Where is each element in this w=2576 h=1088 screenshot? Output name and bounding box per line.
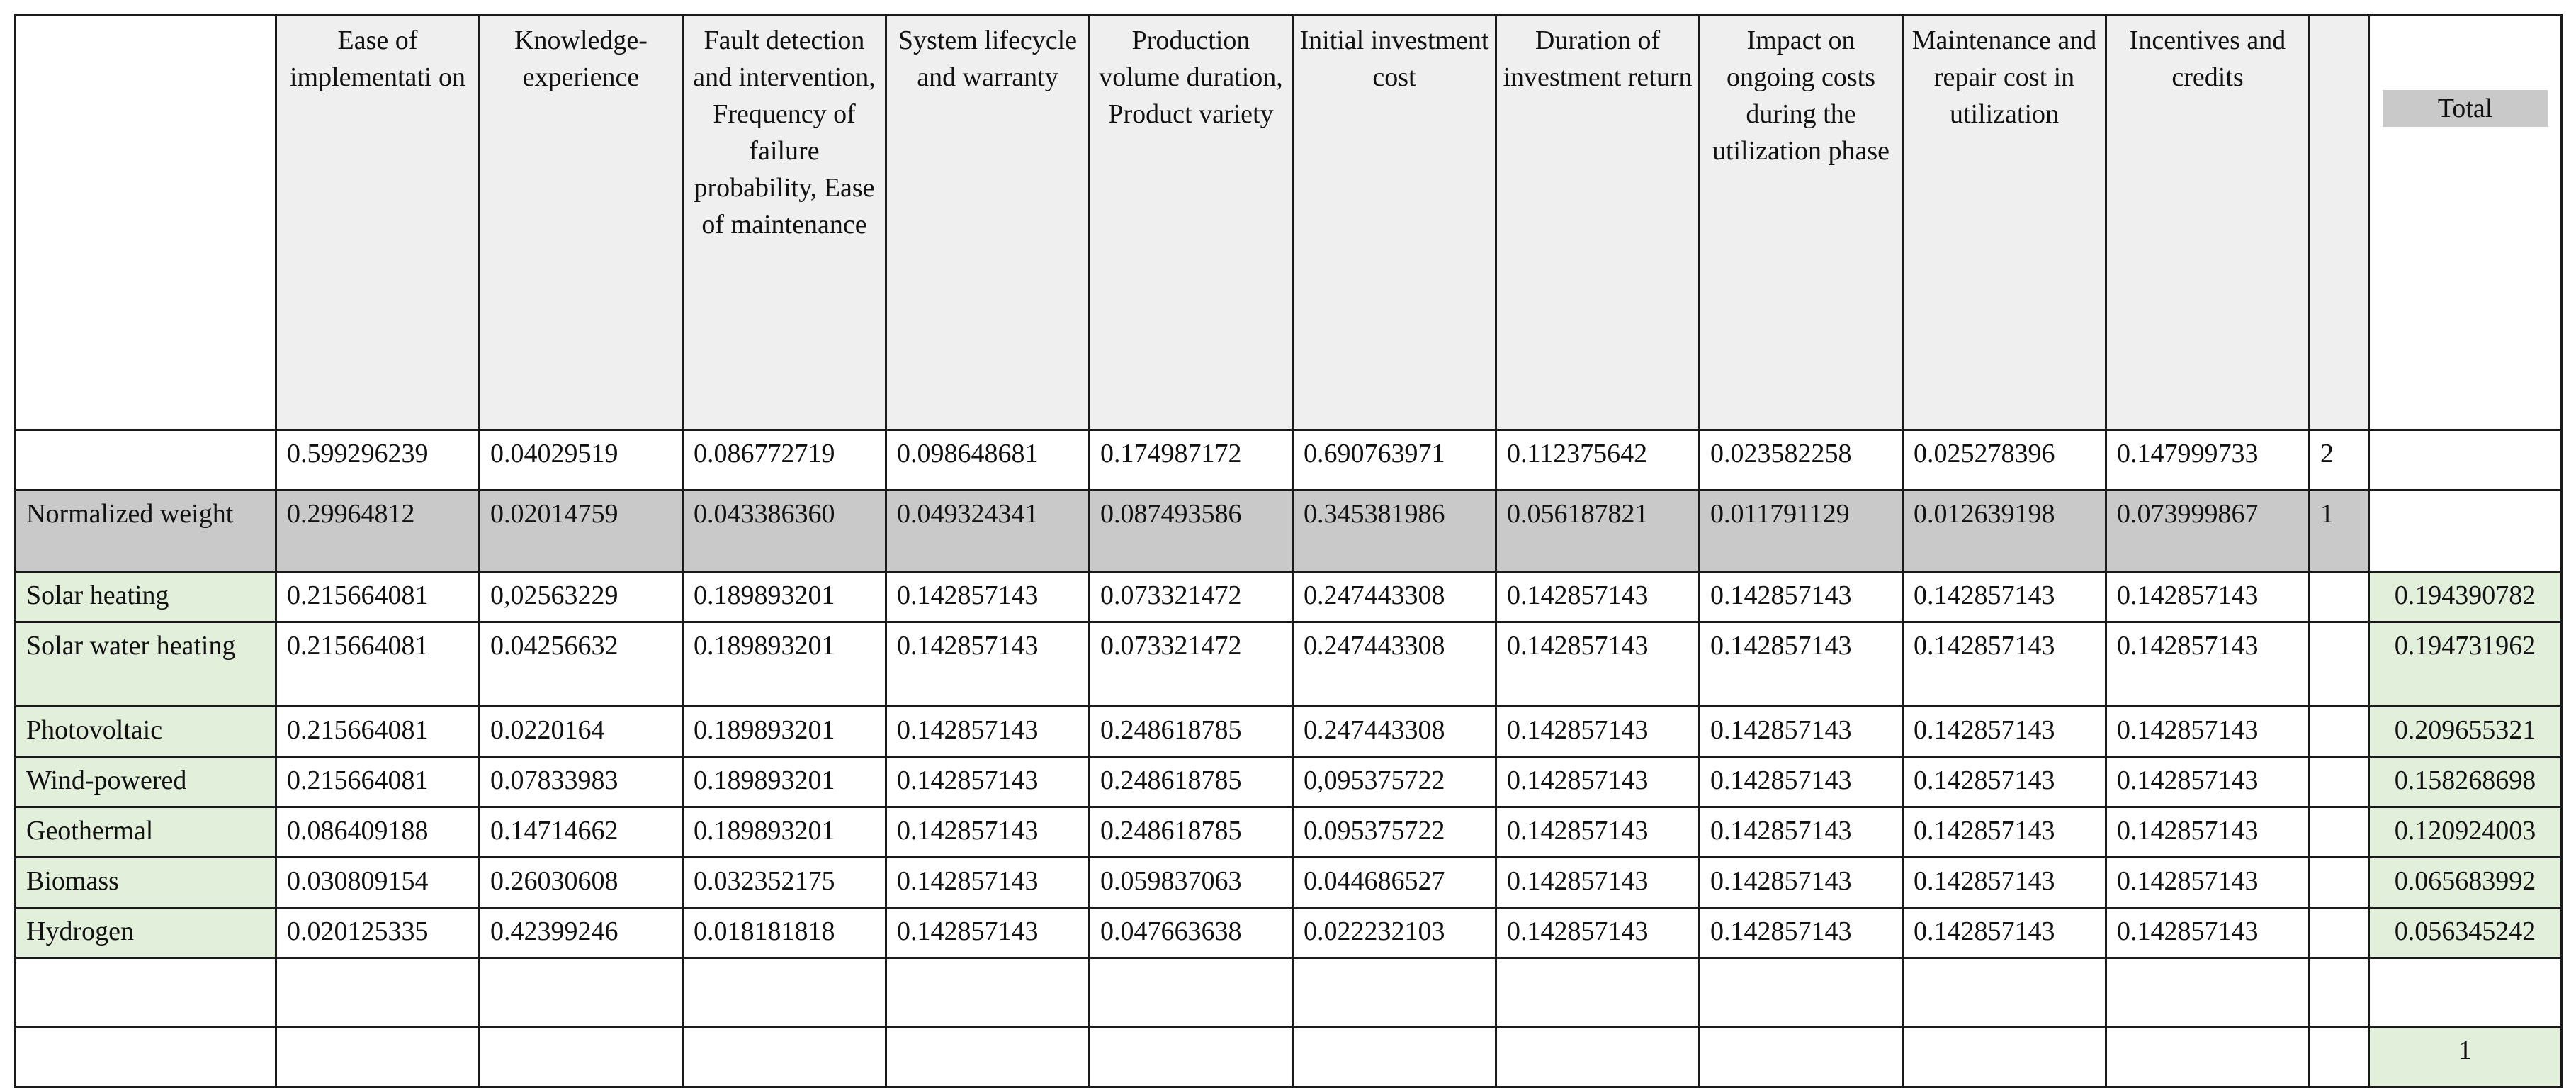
decision-matrix-table [14,14,2563,1088]
alternative-row [16,757,2562,807]
raw-weight-cell: 0.690763971 [1293,430,1496,490]
score-cell: 0.189893201 [683,807,886,858]
empty-cell [16,958,276,1027]
alternative-row [16,707,2562,757]
empty-cell [683,1027,886,1087]
score-cell: 0.248618785 [1090,757,1293,807]
score-cell: 0.142857143 [886,908,1090,958]
score-cell: 0.059837063 [1090,858,1293,908]
score-cell: 0.189893201 [683,757,886,807]
sum-cell-empty [2310,807,2369,858]
score-cell: 0.142857143 [1496,807,1700,858]
alternative-row [16,622,2562,707]
header-row [16,16,2562,430]
empty-cell [886,1027,1090,1087]
score-cell: 0.142857143 [2106,572,2310,622]
row-label: Normalized weight [16,490,276,572]
empty-cell [1090,958,1293,1027]
score-cell: 0.142857143 [2106,807,2310,858]
normalized-weight-cell: 0.087493586 [1090,490,1293,572]
score-cell: 0.086409188 [276,807,480,858]
score-cell: 0.073321472 [1090,572,1293,622]
alternative-name: Solar water heating [16,622,276,707]
alternative-name: Photovoltaic [16,707,276,757]
score-cell: 0.142857143 [1700,858,1903,908]
blank-row [16,958,2562,1027]
score-cell: 0.142857143 [1700,707,1903,757]
empty-cell [1496,1027,1700,1087]
score-cell: 0.142857143 [1903,858,2106,908]
column-header: Knowledge-experience [480,16,683,430]
score-cell: 0,02563229 [480,572,683,622]
score-cell: 0.248618785 [1090,807,1293,858]
alternative-name: Biomass [16,858,276,908]
empty-cell [16,1027,276,1087]
score-cell: 0.247443308 [1293,707,1496,757]
sum-cell-empty [2310,757,2369,807]
raw-weight-cell: 0.086772719 [683,430,886,490]
column-header: Ease of implementati on [276,16,480,430]
raw-weight-cell: 0.098648681 [886,430,1090,490]
empty-cell [276,958,480,1027]
normalized-weight-cell: 0.29964812 [276,490,480,572]
empty-cell [1700,1027,1903,1087]
score-cell: 0,095375722 [1293,757,1496,807]
corner-cell [16,16,276,430]
score-cell: 0.142857143 [2106,757,2310,807]
score-cell: 0.189893201 [683,707,886,757]
empty-cell [1090,1027,1293,1087]
sum-cell-empty [2310,858,2369,908]
empty-cell [480,958,683,1027]
score-cell: 0.142857143 [1496,707,1700,757]
score-cell: 0.142857143 [1700,908,1903,958]
score-cell: 0.248618785 [1090,707,1293,757]
score-cell: 0.020125335 [276,908,480,958]
alternative-total: 0.056345242 [2369,908,2562,958]
score-cell: 0.022232103 [1293,908,1496,958]
column-header: Maintenance and repair cost in utilization [1903,16,2106,430]
raw-weight-cell: 0.025278396 [1903,430,2106,490]
alternative-total: 0.194731962 [2369,622,2562,707]
alternative-total: 0.194390782 [2369,572,2562,622]
score-cell: 0.142857143 [1496,908,1700,958]
grand-total: 1 [2369,1027,2562,1087]
score-cell: 0.142857143 [1700,572,1903,622]
score-cell: 0.095375722 [1293,807,1496,858]
score-cell: 0.04256632 [480,622,683,707]
score-cell: 0.047663638 [1090,908,1293,958]
normalized-weight-cell: 0.049324341 [886,490,1090,572]
empty-cell [2106,958,2310,1027]
alternative-total: 0.065683992 [2369,858,2562,908]
alternative-total: 0.120924003 [2369,807,2562,858]
raw-weight-cell: 0.04029519 [480,430,683,490]
score-cell: 0.142857143 [886,707,1090,757]
score-cell: 0.142857143 [886,858,1090,908]
alternative-row [16,807,2562,858]
raw-weight-sum: 2 [2310,430,2369,490]
score-cell: 0.142857143 [1903,572,2106,622]
column-header: System lifecycle and warranty [886,16,1090,430]
sum-cell-empty [2310,707,2369,757]
column-header: Impact on ongoing costs during the utilization phase [1700,16,1903,430]
score-cell: 0.07833983 [480,757,683,807]
score-cell: 0.018181818 [683,908,886,958]
score-cell: 0.044686527 [1293,858,1496,908]
row-label-empty [16,430,276,490]
score-cell: 0.142857143 [1700,807,1903,858]
normalized-weight-cell: 0.073999867 [2106,490,2310,572]
empty-cell [276,1027,480,1087]
score-cell: 0.142857143 [1903,622,2106,707]
empty-cell [683,958,886,1027]
empty-cell [2369,958,2562,1027]
normalized-weight-cell: 0.012639198 [1903,490,2106,572]
empty-cell [1496,958,1700,1027]
score-cell: 0.142857143 [1903,908,2106,958]
score-cell: 0.142857143 [1903,807,2106,858]
total-cell-empty [2369,490,2562,572]
alternative-total: 0.209655321 [2369,707,2562,757]
score-cell: 0.142857143 [1496,757,1700,807]
score-cell: 0.26030608 [480,858,683,908]
empty-cell [1903,1027,2106,1087]
score-cell: 0.142857143 [2106,908,2310,958]
raw-weight-cell: 0.112375642 [1496,430,1700,490]
normalized-weight-cell: 0.043386360 [683,490,886,572]
empty-cell [480,1027,683,1087]
score-cell: 0.189893201 [683,572,886,622]
score-cell: 0.189893201 [683,622,886,707]
empty-cell [886,958,1090,1027]
column-header: Fault detection and intervention, Frequency of failure probability, Ease of maintenance [683,16,886,430]
sum-cell-empty [2310,572,2369,622]
grand-total-row [16,1027,2562,1087]
raw-weight-cell: 0.174987172 [1090,430,1293,490]
score-cell: 0.0220164 [480,707,683,757]
total-cell-empty [2369,430,2562,490]
score-cell: 0.142857143 [886,572,1090,622]
alternative-row [16,572,2562,622]
total-header-label: Total [2383,90,2548,127]
alternative-total: 0.158268698 [2369,757,2562,807]
score-cell: 0.142857143 [886,757,1090,807]
score-cell: 0.14714662 [480,807,683,858]
empty-cell [1903,958,2106,1027]
alternative-row [16,908,2562,958]
score-cell: 0.142857143 [1700,757,1903,807]
alternative-name: Wind-powered [16,757,276,807]
column-header: Incentives and credits [2106,16,2310,430]
score-cell: 0.142857143 [1700,622,1903,707]
empty-cell [1293,1027,1496,1087]
alternative-name: Geothermal [16,807,276,858]
score-cell: 0.215664081 [276,707,480,757]
score-cell: 0.247443308 [1293,572,1496,622]
alternative-row [16,858,2562,908]
normalized-weight-cell: 0.345381986 [1293,490,1496,572]
sum-cell-empty [2310,908,2369,958]
sum-cell-empty [2310,622,2369,707]
score-cell: 0.142857143 [1496,572,1700,622]
raw-weights-row [16,430,2562,490]
score-cell: 0.142857143 [1496,858,1700,908]
score-cell: 0.142857143 [1496,622,1700,707]
score-cell: 0.142857143 [1903,707,2106,757]
score-cell: 0.142857143 [1903,757,2106,807]
score-cell: 0.215664081 [276,572,480,622]
alternative-name: Solar heating [16,572,276,622]
normalized-weight-cell: 0.056187821 [1496,490,1700,572]
score-cell: 0.142857143 [2106,707,2310,757]
normalized-weight-cell: 0.02014759 [480,490,683,572]
score-cell: 0.142857143 [886,622,1090,707]
raw-weight-cell: 0.023582258 [1700,430,1903,490]
normalized-weight-row [16,490,2562,572]
empty-cell [2310,958,2369,1027]
empty-cell [1293,958,1496,1027]
column-header: Initial investment cost [1293,16,1496,430]
score-cell: 0.42399246 [480,908,683,958]
normalized-weight-sum: 1 [2310,490,2369,572]
score-cell: 0.142857143 [886,807,1090,858]
empty-cell [2310,1027,2369,1087]
score-cell: 0.215664081 [276,757,480,807]
empty-cell [2106,1027,2310,1087]
alternative-name: Hydrogen [16,908,276,958]
score-cell: 0.215664081 [276,622,480,707]
column-header: Production volume duration, Product variety [1090,16,1293,430]
sum-column-header [2310,16,2369,430]
normalized-weight-cell: 0.011791129 [1700,490,1903,572]
column-header: Duration of investment return [1496,16,1700,430]
score-cell: 0.030809154 [276,858,480,908]
score-cell: 0.073321472 [1090,622,1293,707]
score-cell: 0.247443308 [1293,622,1496,707]
total-column-header [2369,16,2562,430]
empty-cell [1700,958,1903,1027]
raw-weight-cell: 0.599296239 [276,430,480,490]
score-cell: 0.032352175 [683,858,886,908]
score-cell: 0.142857143 [2106,858,2310,908]
score-cell: 0.142857143 [2106,622,2310,707]
raw-weight-cell: 0.147999733 [2106,430,2310,490]
